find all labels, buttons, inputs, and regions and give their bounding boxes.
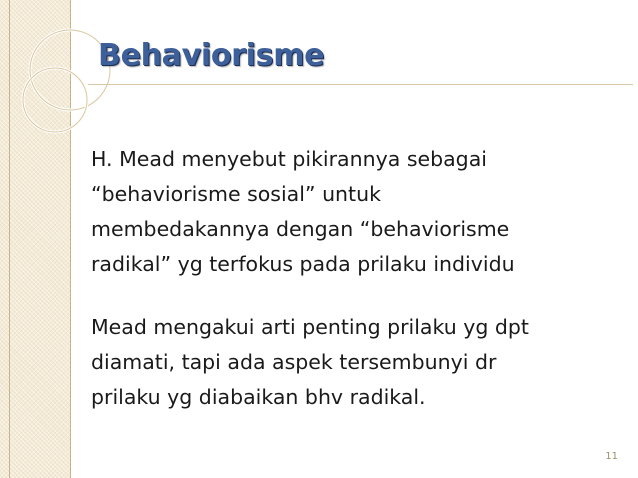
paragraph-2-line: diamati, tapi ada aspek tersembunyi dr xyxy=(91,350,497,374)
paragraph-1-line: radikal” yg terfokus pada prilaku individu xyxy=(91,252,515,276)
title-divider xyxy=(88,84,633,85)
slide-title: Behaviorisme xyxy=(98,38,325,73)
paragraph-2-line: prilaku yg diabaikan bhv radikal. xyxy=(91,385,426,409)
paragraph-1-line: H. Mead menyebut pikirannya sebagai xyxy=(91,147,487,171)
paragraph-2-line: Mead mengakui arti penting prilaku yg dpt xyxy=(91,315,529,339)
page-number: 11 xyxy=(605,451,618,462)
paragraph-2 xyxy=(91,310,621,415)
paragraph-1-line: membedakannya dengan “behaviorisme xyxy=(91,217,510,241)
paragraph-1 xyxy=(91,142,621,282)
paragraph-1-line: “behaviorisme sosial” untuk xyxy=(91,182,381,206)
